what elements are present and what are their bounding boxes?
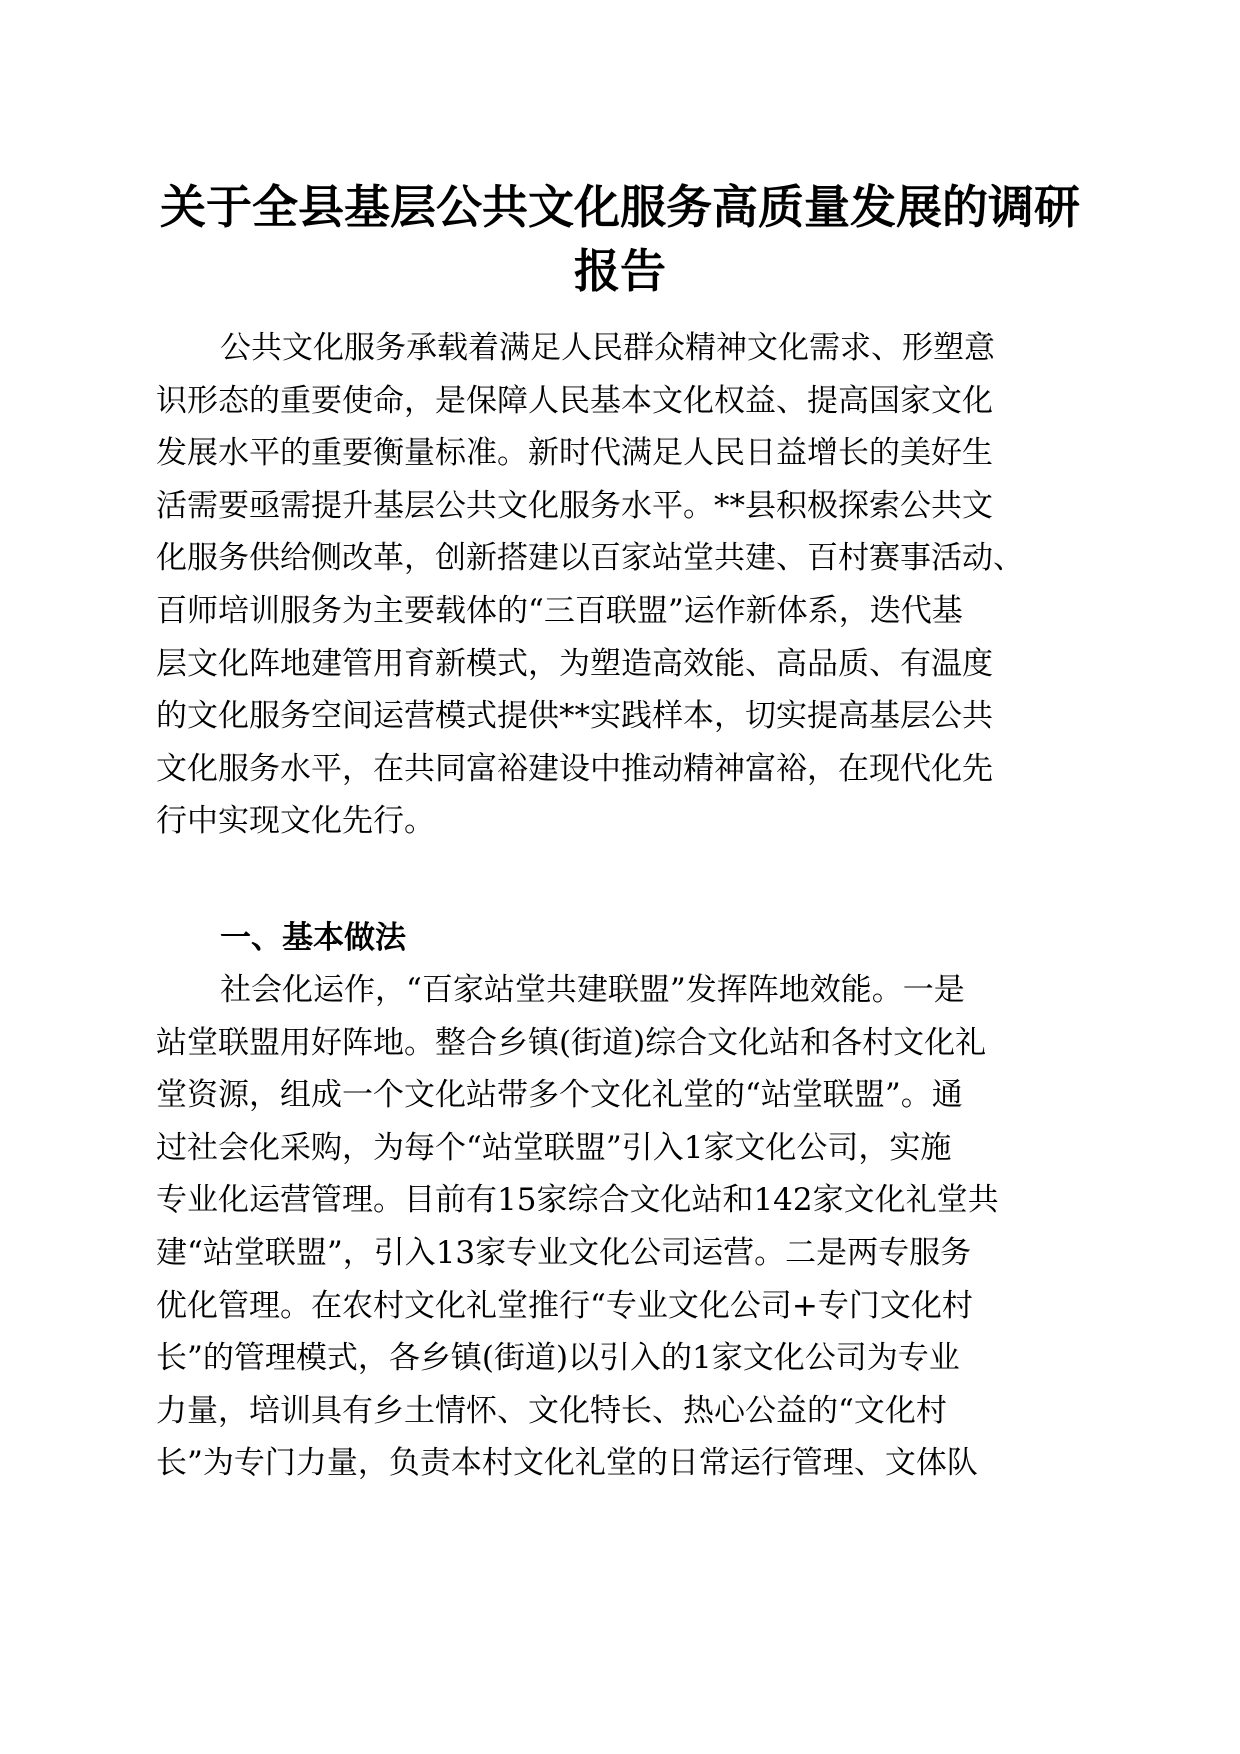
section-heading-basic-practices: 一、基本做法 <box>220 920 406 956</box>
section1-line-3: 堂资源，组成一个文化站带多个文化礼堂的“站堂联盟”。通 <box>156 1077 963 1114</box>
section1-line-5: 专业化运营管理。目前有15家综合文化站和142家文化礼堂共 <box>156 1182 999 1219</box>
intro-line-5: 化服务供给侧改革，创新搭建以百家站堂共建、百村赛事活动、 <box>156 540 1024 577</box>
section1-line-6: 建“站堂联盟”，引入13家专业文化公司运营。二是两专服务 <box>156 1234 972 1271</box>
intro-paragraph <box>156 322 1086 848</box>
intro-line-7: 层文化阵地建管用育新模式，为塑造高效能、高品质、有温度 <box>156 645 993 682</box>
section1-line-10: 长”为专门力量，负责本村文化礼堂的日常运行管理、文体队 <box>156 1445 978 1482</box>
section1-line-1: 社会化运作，“百家站堂共建联盟”发挥阵地效能。一是 <box>220 972 965 1008</box>
intro-line-6: 百师培训服务为主要载体的“三百联盟”运作新体系，迭代基 <box>156 592 963 629</box>
title-line-1: 关于全县基层公共文化服务高质量发展的调研 <box>160 180 1080 234</box>
section1-paragraph <box>156 964 1086 1490</box>
intro-line-1: 公共文化服务承载着满足人民群众精神文化需求、形塑意 <box>220 330 995 366</box>
intro-line-4: 活需要亟需提升基层公共文化服务水平。**县积极探索公共文 <box>156 487 993 524</box>
section1-line-9: 力量，培训具有乡土情怀、文化特长、热心公益的“文化村 <box>156 1392 947 1429</box>
section1-line-8: 长”的管理模式，各乡镇(街道)以引入的1家文化公司为专业 <box>156 1340 960 1377</box>
document-title <box>120 175 1120 303</box>
title-line-2: 报告 <box>574 244 666 298</box>
intro-line-3: 发展水平的重要衡量标准。新时代满足人民日益增长的美好生 <box>156 435 993 472</box>
intro-line-10: 行中实现文化先行。 <box>156 803 435 840</box>
section1-line-7: 优化管理。在农村文化礼堂推行“专业文化公司+专门文化村 <box>156 1287 973 1324</box>
section1-line-4: 过社会化采购，为每个“站堂联盟”引入1家文化公司，实施 <box>156 1129 952 1166</box>
intro-line-9: 文化服务水平，在共同富裕建设中推动精神富裕，在现代化先 <box>156 750 993 787</box>
section1-line-2: 站堂联盟用好阵地。整合乡镇(街道)综合文化站和各村文化礼 <box>156 1024 987 1061</box>
intro-line-2: 识形态的重要使命，是保障人民基本文化权益、提高国家文化 <box>156 382 993 419</box>
intro-line-8: 的文化服务空间运营模式提供**实践样本，切实提高基层公共 <box>156 698 993 735</box>
